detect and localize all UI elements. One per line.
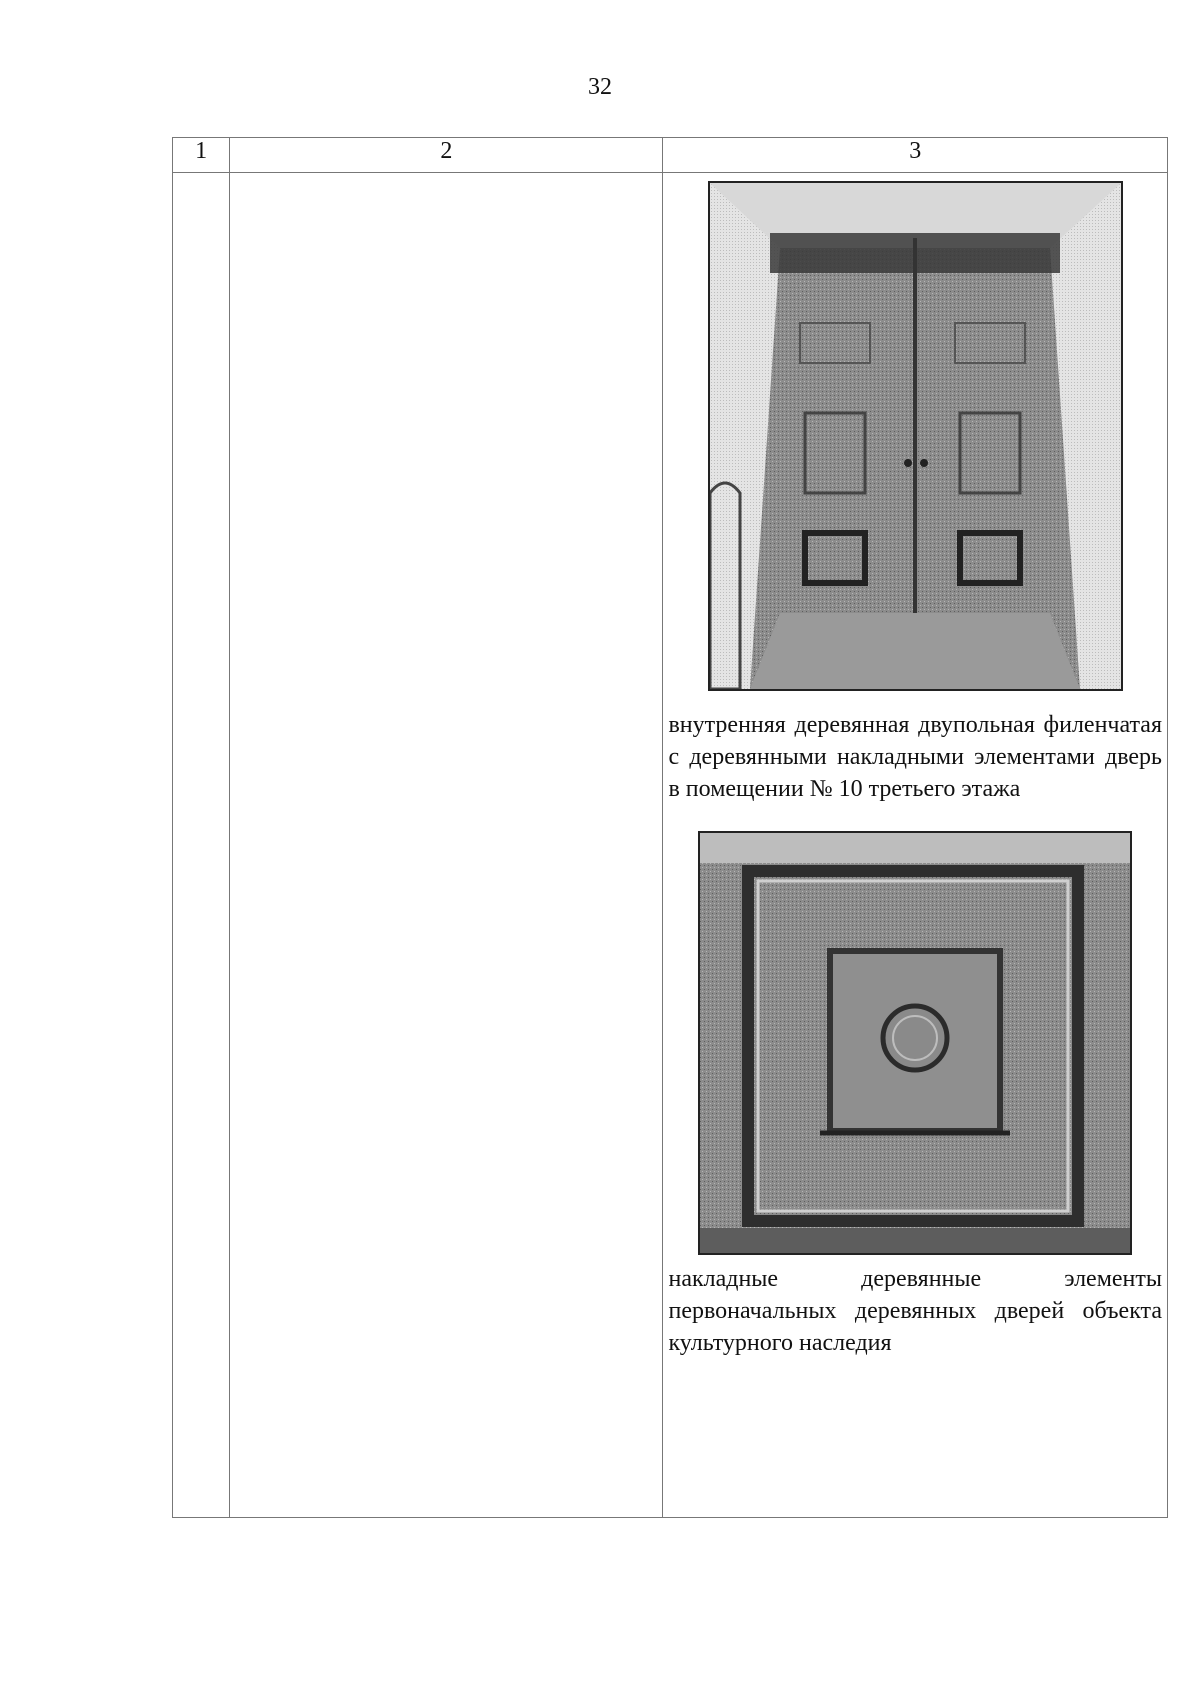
cell-col-3 xyxy=(663,173,1168,1518)
cell-col-1 xyxy=(173,173,230,1518)
table-row xyxy=(173,173,1168,1518)
caption-ornament: накладные деревянные элементы первоначальных деревянных дверей объекта культурного наследия xyxy=(668,1266,1162,1356)
door-panel-ornament-photo xyxy=(698,831,1132,1255)
double-door-photo xyxy=(708,181,1123,691)
header-cell-1: 1 xyxy=(173,138,230,173)
document-table xyxy=(172,137,1168,1518)
cell-col-2 xyxy=(230,173,663,1518)
header-cell-3: 3 xyxy=(663,138,1168,173)
header-cell-2: 2 xyxy=(230,138,663,173)
caption-door: внутренняя деревянная двупольная филенчатая с деревянными накладными элементами дверь в помещении № 10 третьего этажа xyxy=(668,712,1162,802)
page-number: 32 xyxy=(588,74,612,100)
table-header-row xyxy=(173,138,1168,173)
